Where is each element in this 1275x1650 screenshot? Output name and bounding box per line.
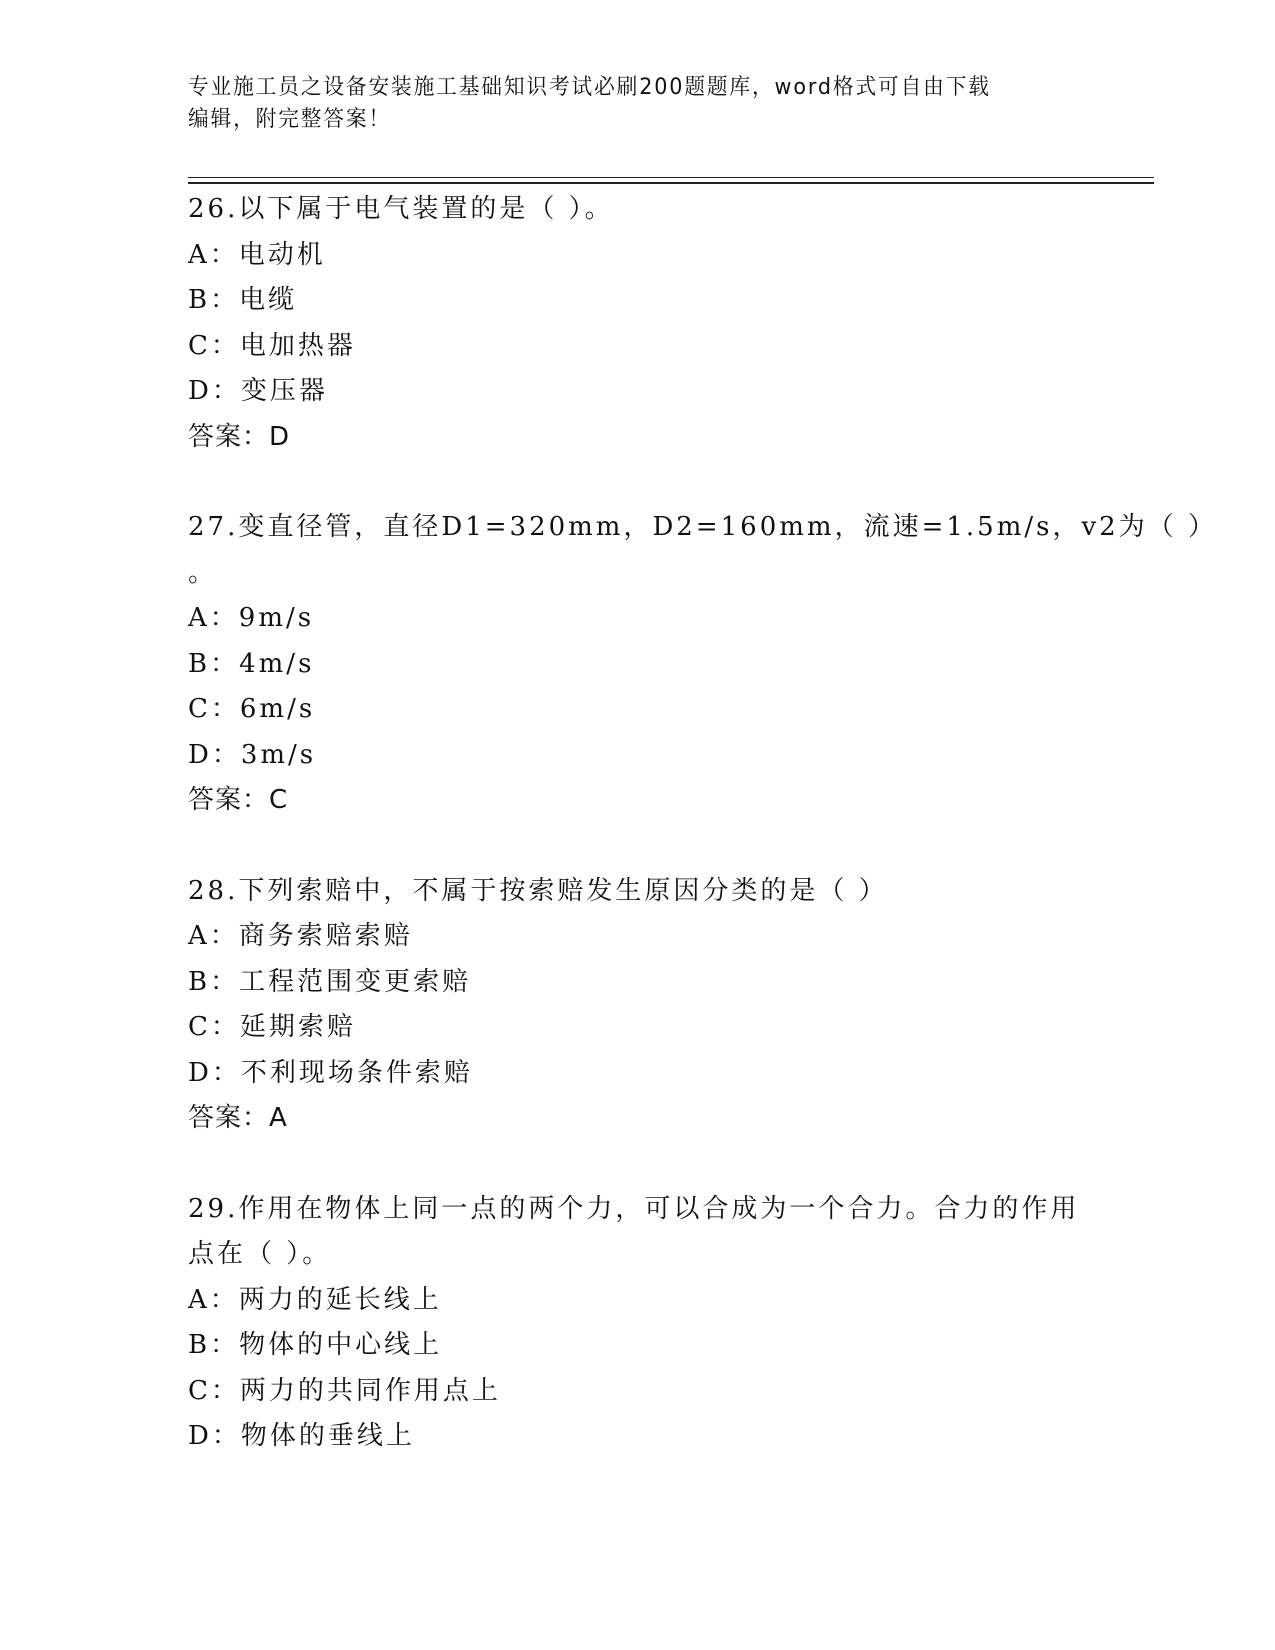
question-27: [188, 505, 1217, 824]
option-d: D：3m/s: [188, 739, 317, 770]
option-b: B：4m/s: [188, 648, 315, 679]
question-26: [188, 187, 1088, 460]
option-a: A：电动机: [188, 239, 326, 270]
answer-text: 答案：C: [188, 785, 289, 815]
option-b: B：电缆: [188, 285, 298, 315]
option-d: D：物体的垂线上: [188, 1421, 415, 1451]
header-line-2: 编辑，附完整答案！: [188, 107, 392, 132]
option-a: A：两力的延长线上: [188, 1284, 442, 1315]
question-text: 28.下列索赔中，不属于按索赔发生原因分类的是（ ）: [188, 875, 888, 906]
option-a: A：商务索赔索赔: [188, 921, 413, 951]
question-list: [188, 187, 1217, 1505]
question-28: [188, 869, 1088, 1142]
question-text: 29.作用在物体上同一点的两个力，可以合成为一个合力。合力的作用: [188, 1193, 1080, 1224]
option-b: B：工程范围变更索赔: [188, 966, 472, 997]
option-a: A：9m/s: [188, 603, 315, 633]
header-line-1: 专业施工员之设备安装施工基础知识考试必刷200题题库，word格式可自由下载: [188, 75, 991, 100]
option-d: D：不利现场条件索赔: [188, 1057, 473, 1088]
question-29: [188, 1187, 1088, 1460]
question-text: 27.变直径管，直径D1=320mm，D2=160mm，流速=1.5m/s，v2为（ ）: [188, 512, 1217, 542]
option-c: C：延期索赔: [188, 1012, 356, 1042]
option-c: C：两力的共同作用点上: [188, 1375, 501, 1406]
option-c: C：电加热器: [188, 330, 356, 361]
option-b: B：物体的中心线上: [188, 1330, 443, 1360]
document-header: [188, 72, 1068, 136]
question-text: 26.以下属于电气装置的是（ ）。: [188, 194, 614, 224]
question-text-continued: 点在（ ）。: [188, 1239, 332, 1269]
question-text-continued: 。: [188, 557, 218, 588]
option-d: D：变压器: [188, 376, 328, 406]
option-c: C：6m/s: [188, 694, 316, 724]
answer-text: 答案：D: [188, 421, 291, 452]
answer-text: 答案：A: [188, 1103, 288, 1133]
header-divider: [188, 177, 1154, 184]
